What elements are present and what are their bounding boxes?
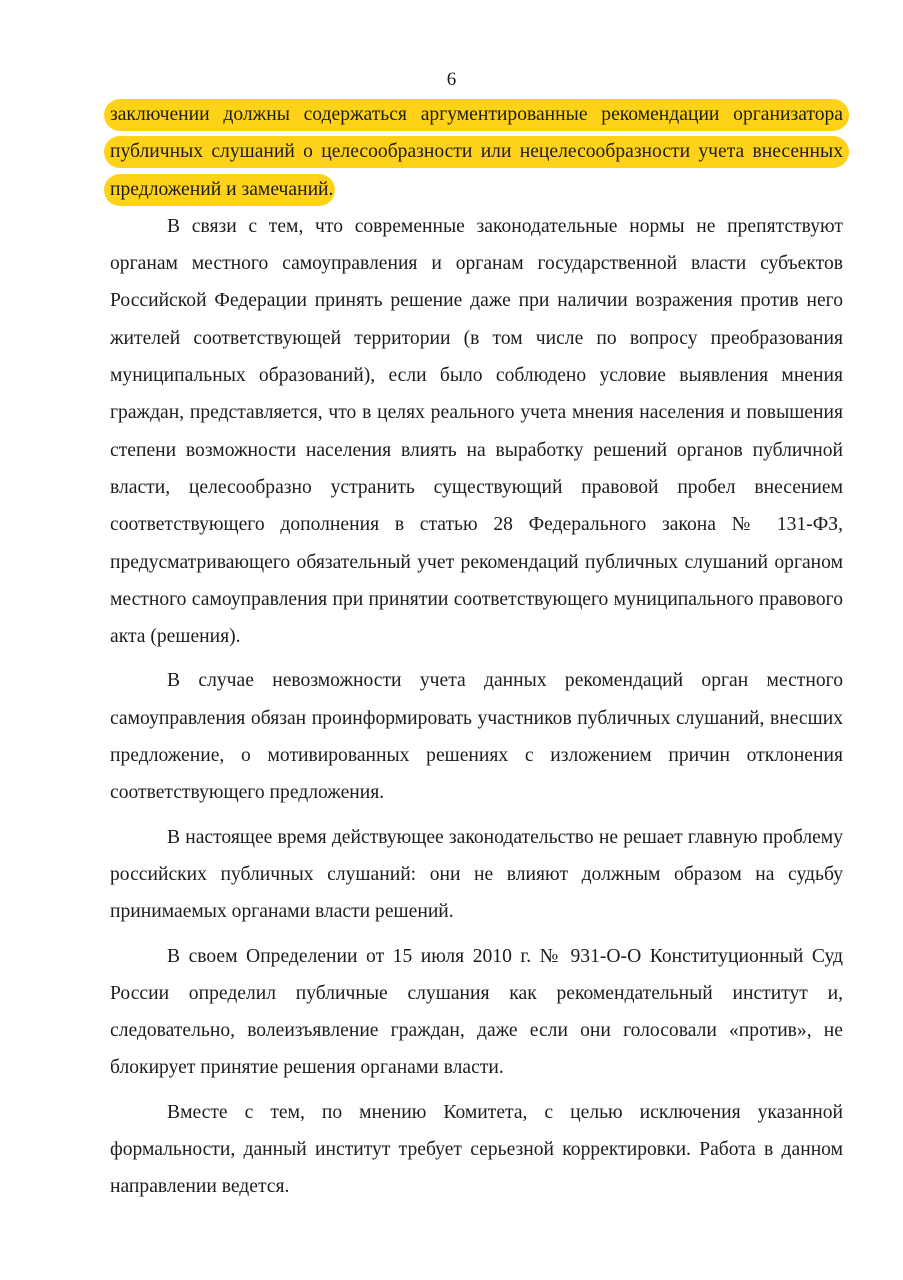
highlighted-paragraph-end: .	[328, 178, 334, 200]
paragraph-4: В своем Определении от 15 июля 2010 г. № 931-О-О Конституционный Суд России определил публичные слушания как рекомендательный институт и, следовательно, волеизъявление граждан, даже если они голосовали «против», не блокирует принятие решения органами власти.	[110, 945, 843, 1079]
paragraph-2: В случае невозможности учета данных рекомендаций орган местного самоуправления обязан проинформировать участников публичных слушаний, внесших предложение, о мотивированных решениях с изложением причин отклонения соответствующего предложения.	[110, 670, 843, 804]
paragraph-3: В настоящее время действующее законодательство не решает главную проблему российских публичных слушаний: они не влияют должным образом на судьбу принимаемых органами власти решений.	[110, 826, 843, 923]
paragraph-1: В связи с тем, что современные законодательные нормы не препятствуют органам местного самоуправления и органам государственной власти субъектов Российской Федерации принять решение даже при наличии возражения против него жителей соответствующей территории (в том числе по вопросу преобразования муниципальных образований), если было соблюдено условие выявления мнения граждан, представляется, что в целях реального учета мнения населения и повышения степени возможности населения влиять на выработку решений органов публичной власти, целесообразно устранить существующий правовой пробел внесением соответствующего дополнения в статью 28 Федерального закона № 131-ФЗ, предусматривающего обязательный учет рекомендаций публичных слушаний органом местного самоуправления при принятии соответствующего муниципального правового акта (решения).	[110, 215, 843, 648]
highlighted-paragraph	[110, 96, 843, 208]
page-number: 6	[446, 69, 457, 90]
highlighted-text: заключении должны содержаться аргументированные рекомендации организатора публичных слушаний о целесообразности или нецелесообразности учета внесенных предложений и замечаний	[104, 99, 849, 206]
paragraph-5: Вместе с тем, по мнению Комитета, с целью исключения указанной формальности, данный институт требует серьезной корректировки. Работа в данном направлении ведется.	[110, 1101, 843, 1198]
document-body	[110, 96, 843, 1206]
